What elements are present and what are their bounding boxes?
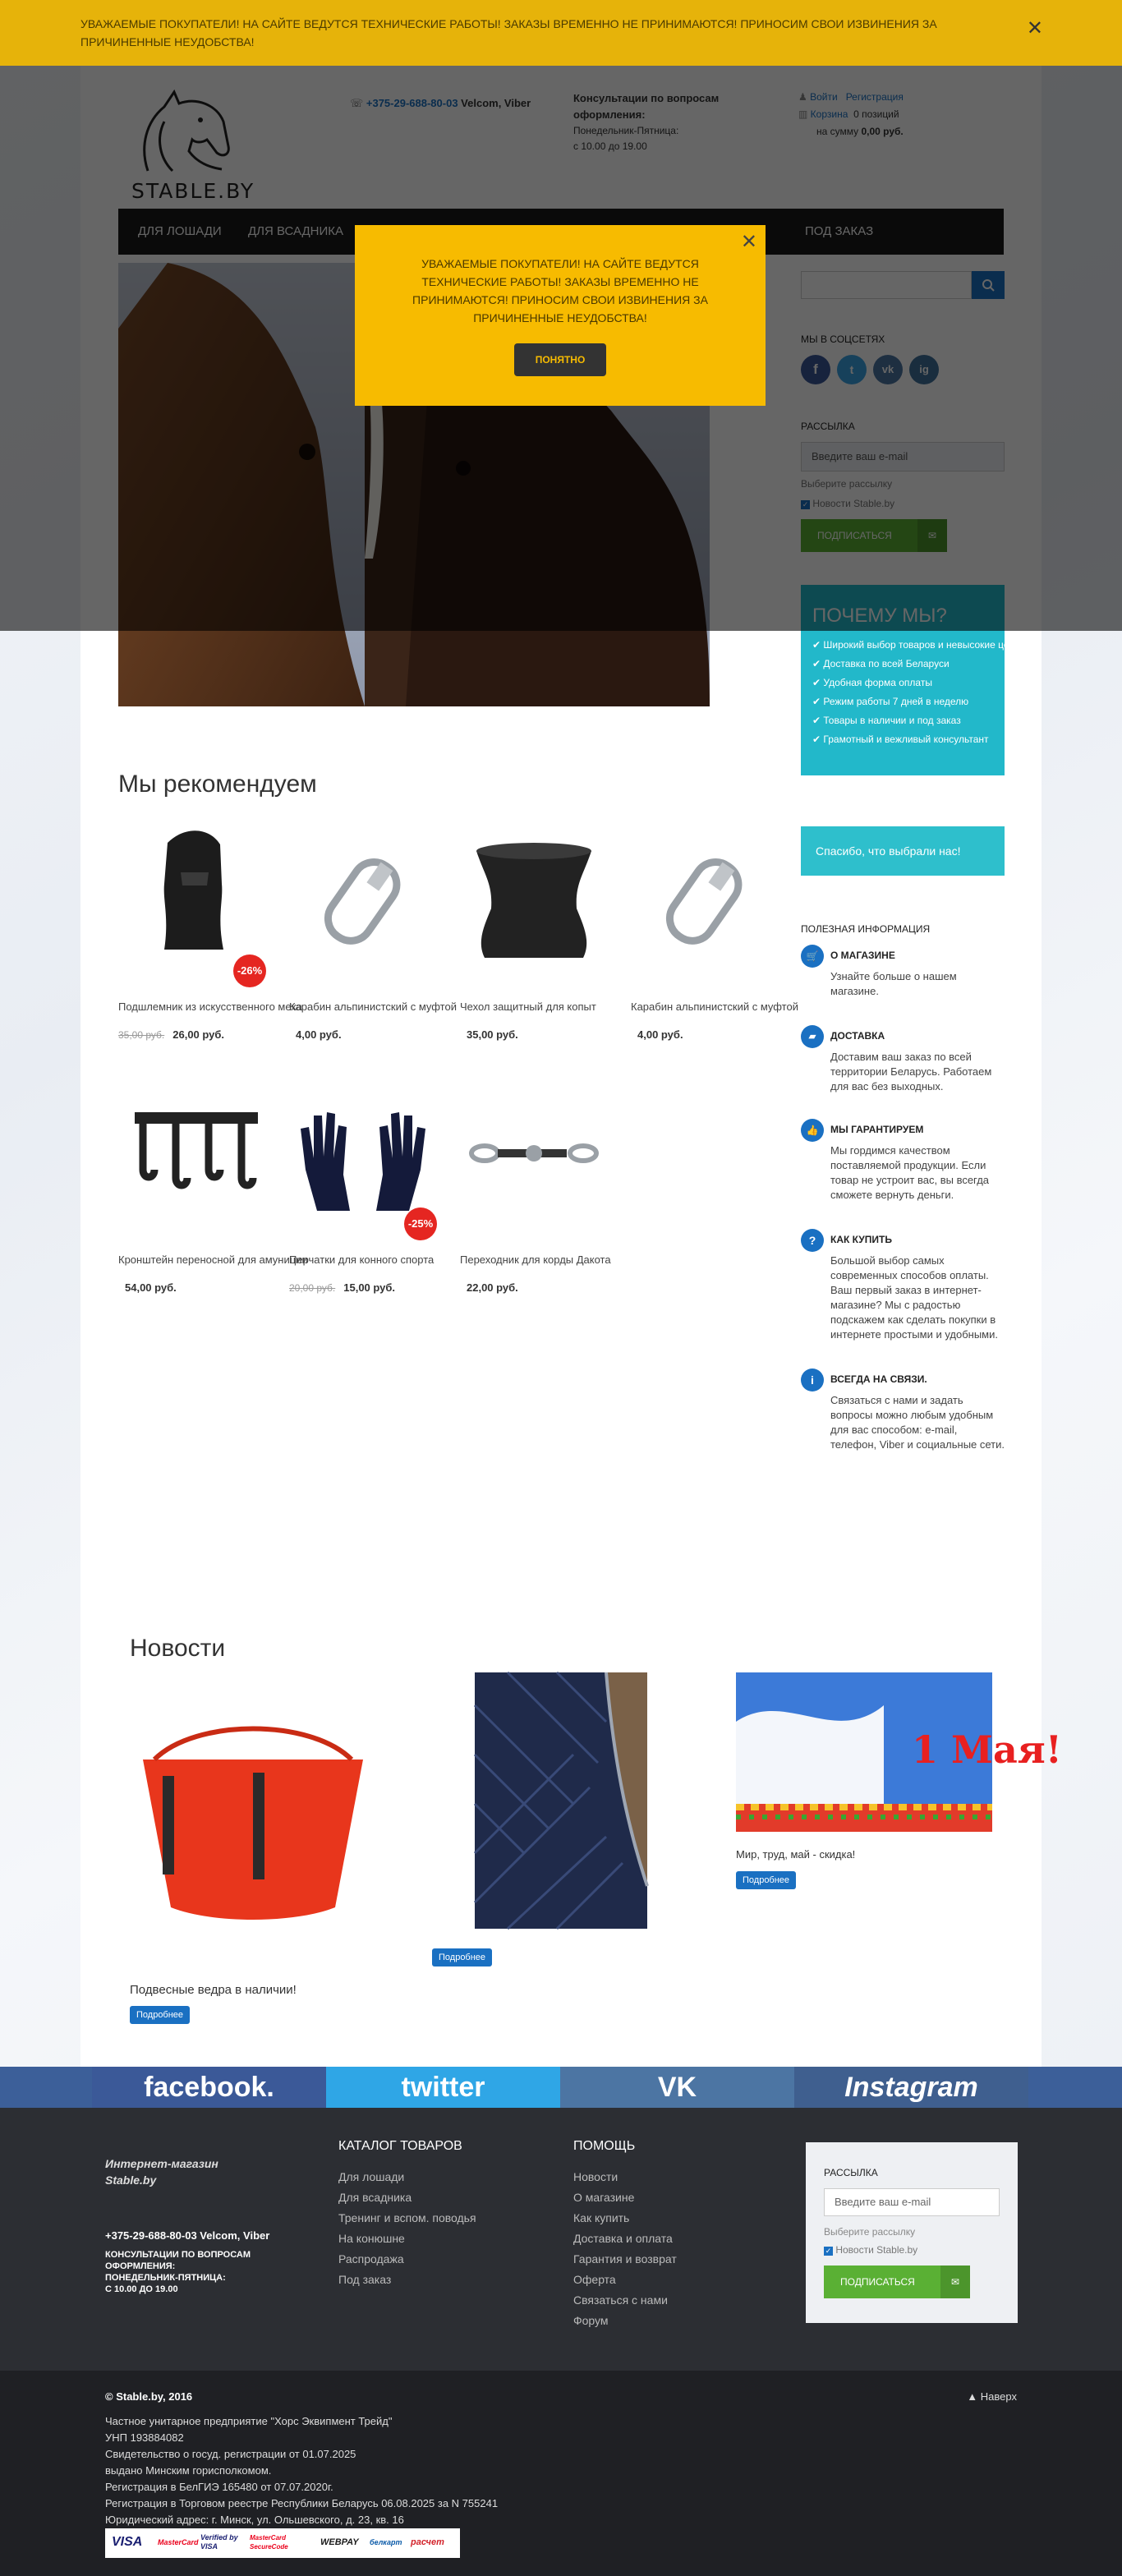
product-card[interactable] bbox=[289, 826, 457, 1048]
footer-catalog-link[interactable]: Для лошади bbox=[338, 2170, 405, 2183]
info-title[interactable]: КАК КУПИТЬ bbox=[830, 1234, 892, 1245]
product-card[interactable] bbox=[631, 826, 798, 1048]
mastercard-logo: MasterCard bbox=[158, 2538, 199, 2546]
why-us-item: ✔ Широкий выбор товаров и невысокие цены bbox=[812, 639, 1022, 651]
caret-up-icon: ▲ bbox=[967, 2390, 978, 2403]
footer-help-link[interactable]: Форум bbox=[573, 2314, 609, 2327]
product-card[interactable] bbox=[460, 826, 608, 1048]
product-image[interactable] bbox=[118, 826, 266, 974]
info-desc: Связаться с нами и задать вопросы можно любым удобным для вас способом: e-mail, телефон, Viber и социальные сети. bbox=[830, 1394, 1005, 1451]
checkbox-checked-icon[interactable]: ✓ bbox=[825, 2247, 832, 2255]
notice-text: УВАЖАЕМЫЕ ПОКУПАТЕЛИ! НА САЙТЕ ВЕДУТСЯ ТЕХНИЧЕСКИЕ РАБОТЫ! ЗАКАЗЫ ВРЕМЕННО НЕ ПРИНИМАЮТСЯ! ПРИНОСИМ СВОИ ИЗВИНЕНИЯ ЗА ПРИЧИНЕННЫЕ НЕУДОБСТВА! bbox=[80, 17, 937, 48]
cart-icon: 🛒 bbox=[801, 945, 824, 968]
footer-nl-email-input[interactable]: Введите ваш e-mail bbox=[824, 2188, 1000, 2216]
news-image[interactable] bbox=[475, 1672, 647, 1929]
product-image[interactable] bbox=[118, 1079, 266, 1227]
product-card[interactable] bbox=[289, 1079, 437, 1301]
footer-catalog-link[interactable]: Для всадника bbox=[338, 2191, 412, 2204]
product-name[interactable]: Чехол защитный для копыт bbox=[460, 1000, 596, 1013]
footer-catalog-link[interactable]: На конюшне bbox=[338, 2232, 405, 2245]
news-item-title[interactable]: Подвесные ведра в наличии! bbox=[130, 1983, 297, 1997]
footer-catalog-link[interactable]: Тренинг и вспом. поводья bbox=[338, 2211, 476, 2224]
why-us-item: ✔ Доставка по всей Беларуси bbox=[812, 658, 950, 669]
footer-help-link[interactable]: Доставка и оплата bbox=[573, 2232, 673, 2245]
footer-help-link[interactable]: Как купить bbox=[573, 2211, 630, 2224]
legal-line: Свидетельство о госуд. регистрации от 01.07.2025 bbox=[105, 2448, 356, 2460]
why-us-item: ✔ Режим работы 7 дней в неделю bbox=[812, 696, 969, 707]
product-name[interactable]: Карабин альпинистский с муфтой bbox=[631, 1000, 798, 1013]
footer-subscribe-button[interactable] bbox=[824, 2266, 970, 2298]
info-desc: Узнайте больше о нашем магазине. bbox=[830, 970, 957, 997]
product-name[interactable]: Кронштейн переносной для амуниции bbox=[118, 1254, 308, 1266]
thanks-banner: Спасибо, что выбрали нас! bbox=[801, 826, 1005, 876]
verified-by-visa-logo: Verified by VISA bbox=[200, 2533, 238, 2551]
footer-catalog-title: КАТАЛОГ ТОВАРОВ bbox=[338, 2139, 462, 2153]
useful-info-title: ПОЛЕЗНАЯ ИНФОРМАЦИЯ bbox=[801, 923, 931, 935]
legal-line: УНП 193884082 bbox=[105, 2431, 184, 2444]
old-price: 20,00 руб. bbox=[289, 1282, 336, 1294]
close-icon[interactable]: ✕ bbox=[1026, 17, 1043, 39]
info-desc: Доставим ваш заказ по всей территории Беларусь. Работаем для вас без выходных. bbox=[830, 1051, 992, 1092]
footer-catalog-link[interactable]: Под заказ bbox=[338, 2273, 392, 2286]
product-image[interactable] bbox=[289, 826, 437, 974]
thumbs-up-icon: 👍 bbox=[801, 1119, 824, 1142]
legal-line: Юридический адрес: г. Минск, ул. Ольшевского, д. 23, кв. 16 bbox=[105, 2514, 404, 2526]
product-price: 22,00 руб. bbox=[467, 1281, 518, 1294]
footer-catalog-link[interactable]: Распродажа bbox=[338, 2252, 404, 2266]
footer-hours bbox=[105, 2249, 261, 2295]
product-price: 4,00 руб. bbox=[296, 1028, 342, 1041]
webpay-logo: WEBPAY bbox=[320, 2537, 359, 2547]
product-name[interactable]: Переходник для корды Дакота bbox=[460, 1254, 611, 1266]
modal-ok-button[interactable]: ПОНЯТНО bbox=[514, 343, 606, 376]
discount-badge: -26% bbox=[233, 954, 266, 987]
recommend-title: Мы рекомендуем bbox=[118, 770, 317, 798]
product-card[interactable] bbox=[118, 826, 302, 1048]
copyright: © Stable.by, 2016 bbox=[105, 2390, 193, 2403]
product-name[interactable]: Подшлемник из искусственного меха bbox=[118, 1000, 302, 1013]
info-title[interactable]: МЫ ГАРАНТИРУЕМ bbox=[830, 1124, 924, 1135]
news-title: Новости bbox=[130, 1635, 226, 1662]
mastercard-securecode-logo: MasterCard SecureCode bbox=[250, 2534, 288, 2551]
why-us-item: ✔ Товары в наличии и под заказ bbox=[812, 715, 961, 726]
news-image[interactable] bbox=[130, 1718, 376, 1940]
news-image[interactable] bbox=[736, 1672, 1062, 1832]
footer-shop-name: Интернет-магазин Stable.by bbox=[105, 2157, 218, 2187]
product-price: 26,00 руб. bbox=[172, 1028, 225, 1041]
legal-line: Регистрация в БелГИЭ 165480 от 07.07.2020г. bbox=[105, 2481, 333, 2493]
footer-days: ПОНЕДЕЛЬНИК-ПЯТНИЦА: bbox=[105, 2273, 226, 2283]
info-desc: Мы гордимся качеством поставляемой продукции. Если товар не устроит вас, вы всегда сможете вернуть деньги. bbox=[830, 1144, 990, 1201]
news-item-title[interactable]: Мир, труд, май - скидка! bbox=[736, 1848, 856, 1861]
footer-help-title: ПОМОЩЬ bbox=[573, 2139, 636, 2153]
footer-help-link[interactable]: Гарантия и возврат bbox=[573, 2252, 677, 2266]
product-card[interactable] bbox=[460, 1079, 611, 1301]
visa-logo: VISA bbox=[112, 2535, 143, 2549]
footer-phone: +375-29-688-80-03 Velcom, Viber bbox=[105, 2229, 270, 2242]
twitter-banner[interactable]: twitter bbox=[326, 2067, 560, 2108]
product-price: 54,00 руб. bbox=[125, 1281, 177, 1294]
footer-hours-value: С 10.00 ДО 19.00 bbox=[105, 2284, 178, 2294]
product-image[interactable] bbox=[631, 826, 779, 974]
news-more-button[interactable]: Подробнее bbox=[130, 2006, 190, 2024]
instagram-banner[interactable]: Instagram bbox=[794, 2067, 1028, 2108]
footer-newsletter bbox=[806, 2142, 1018, 2323]
product-image[interactable] bbox=[460, 1079, 608, 1227]
footer-nl-choose: Выберите рассылку bbox=[824, 2226, 916, 2238]
legal-line: выдано Минским горисполкомом. bbox=[105, 2464, 272, 2477]
back-to-top-link[interactable]: ▲ Наверх bbox=[967, 2390, 1017, 2403]
footer-nl-option[interactable] bbox=[824, 2244, 917, 2256]
product-name[interactable]: Карабин альпинистский с муфтой bbox=[289, 1000, 457, 1013]
product-card[interactable] bbox=[118, 1079, 308, 1301]
info-title[interactable]: ДОСТАВКА bbox=[830, 1030, 885, 1042]
footer-help-link[interactable]: Новости bbox=[573, 2170, 618, 2183]
footer-help-link[interactable]: Связаться с нами bbox=[573, 2293, 668, 2307]
footer-help-link[interactable]: Оферта bbox=[573, 2273, 616, 2286]
discount-badge: -25% bbox=[404, 1208, 437, 1240]
news-more-button[interactable]: Подробнее bbox=[736, 1871, 796, 1889]
raschet-logo: расчет bbox=[411, 2537, 444, 2547]
info-icon: i bbox=[801, 1368, 824, 1392]
info-title[interactable]: О МАГАЗИНЕ bbox=[830, 950, 895, 961]
footer-nl-option-label: Новости Stable.by bbox=[835, 2244, 918, 2256]
product-price-block bbox=[289, 1281, 395, 1294]
legal-line: Регистрация в Торговом реестре Республики Беларусь 06.08.2025 за N 755241 bbox=[105, 2497, 499, 2509]
close-icon[interactable]: ✕ bbox=[740, 231, 757, 253]
product-name[interactable]: Перчатки для конного спорта bbox=[289, 1254, 435, 1266]
payment-logos bbox=[105, 2528, 460, 2558]
truck-icon: ▰ bbox=[801, 1025, 824, 1048]
product-price: 4,00 руб. bbox=[637, 1028, 683, 1041]
facebook-banner[interactable]: facebook. bbox=[92, 2067, 326, 2108]
product-price-block bbox=[118, 1028, 224, 1041]
info-title[interactable]: ВСЕГДА НА СВЯЗИ. bbox=[830, 1373, 927, 1385]
info-desc: Большой выбор самых современных способов оплаты. Ваш первый заказ в интернет-магазине? Мы с радостью подскажем как сделать покупки в интернете простыми и удобными. bbox=[830, 1254, 998, 1341]
legal-line: Частное унитарное предприятие "Хорс Эквипмент Трейд" bbox=[105, 2415, 393, 2427]
maintenance-modal bbox=[355, 225, 766, 406]
footer-help-link[interactable]: О магазине bbox=[573, 2191, 635, 2204]
footer-consult: КОНСУЛЬТАЦИИ ПО ВОПРОСАМ ОФОРМЛЕНИЯ: bbox=[105, 2250, 251, 2271]
old-price: 35,00 руб. bbox=[118, 1029, 165, 1041]
footer-subscribe-label: ПОДПИСАТЬСЯ bbox=[840, 2276, 915, 2288]
news-more-button[interactable]: Подробнее bbox=[432, 1948, 492, 1966]
question-icon: ? bbox=[801, 1229, 824, 1252]
why-us-item: ✔ Грамотный и вежливый консультант bbox=[812, 734, 989, 745]
product-price: 15,00 руб. bbox=[343, 1281, 396, 1294]
vk-banner[interactable]: VK bbox=[560, 2067, 794, 2108]
svg-text:1 Мая!: 1 Мая! bbox=[912, 1727, 1062, 1772]
why-us-list bbox=[812, 636, 1022, 749]
product-image[interactable] bbox=[460, 826, 608, 974]
envelope-icon: ✉ bbox=[940, 2266, 970, 2298]
product-price: 35,00 руб. bbox=[467, 1028, 518, 1041]
social-band bbox=[0, 2067, 1122, 2108]
product-image[interactable] bbox=[289, 1079, 437, 1227]
maintenance-notice-bar bbox=[0, 0, 1122, 66]
modal-text: УВАЖАЕМЫЕ ПОКУПАТЕЛИ! НА САЙТЕ ВЕДУТСЯ ТЕХНИЧЕСКИЕ РАБОТЫ! ЗАКАЗЫ ВРЕМЕННО НЕ ПРИНИМАЮТСЯ! ПРИНОСИМ СВОИ ИЗВИНЕНИЯ ЗА ПРИЧИНЕННЫЕ НЕУДОБСТВА! bbox=[412, 257, 708, 324]
why-us-item: ✔ Удобная форма оплаты bbox=[812, 677, 932, 688]
footer-nl-title: РАССЫЛКА bbox=[824, 2167, 878, 2178]
belkart-logo: белкарт bbox=[370, 2538, 402, 2546]
